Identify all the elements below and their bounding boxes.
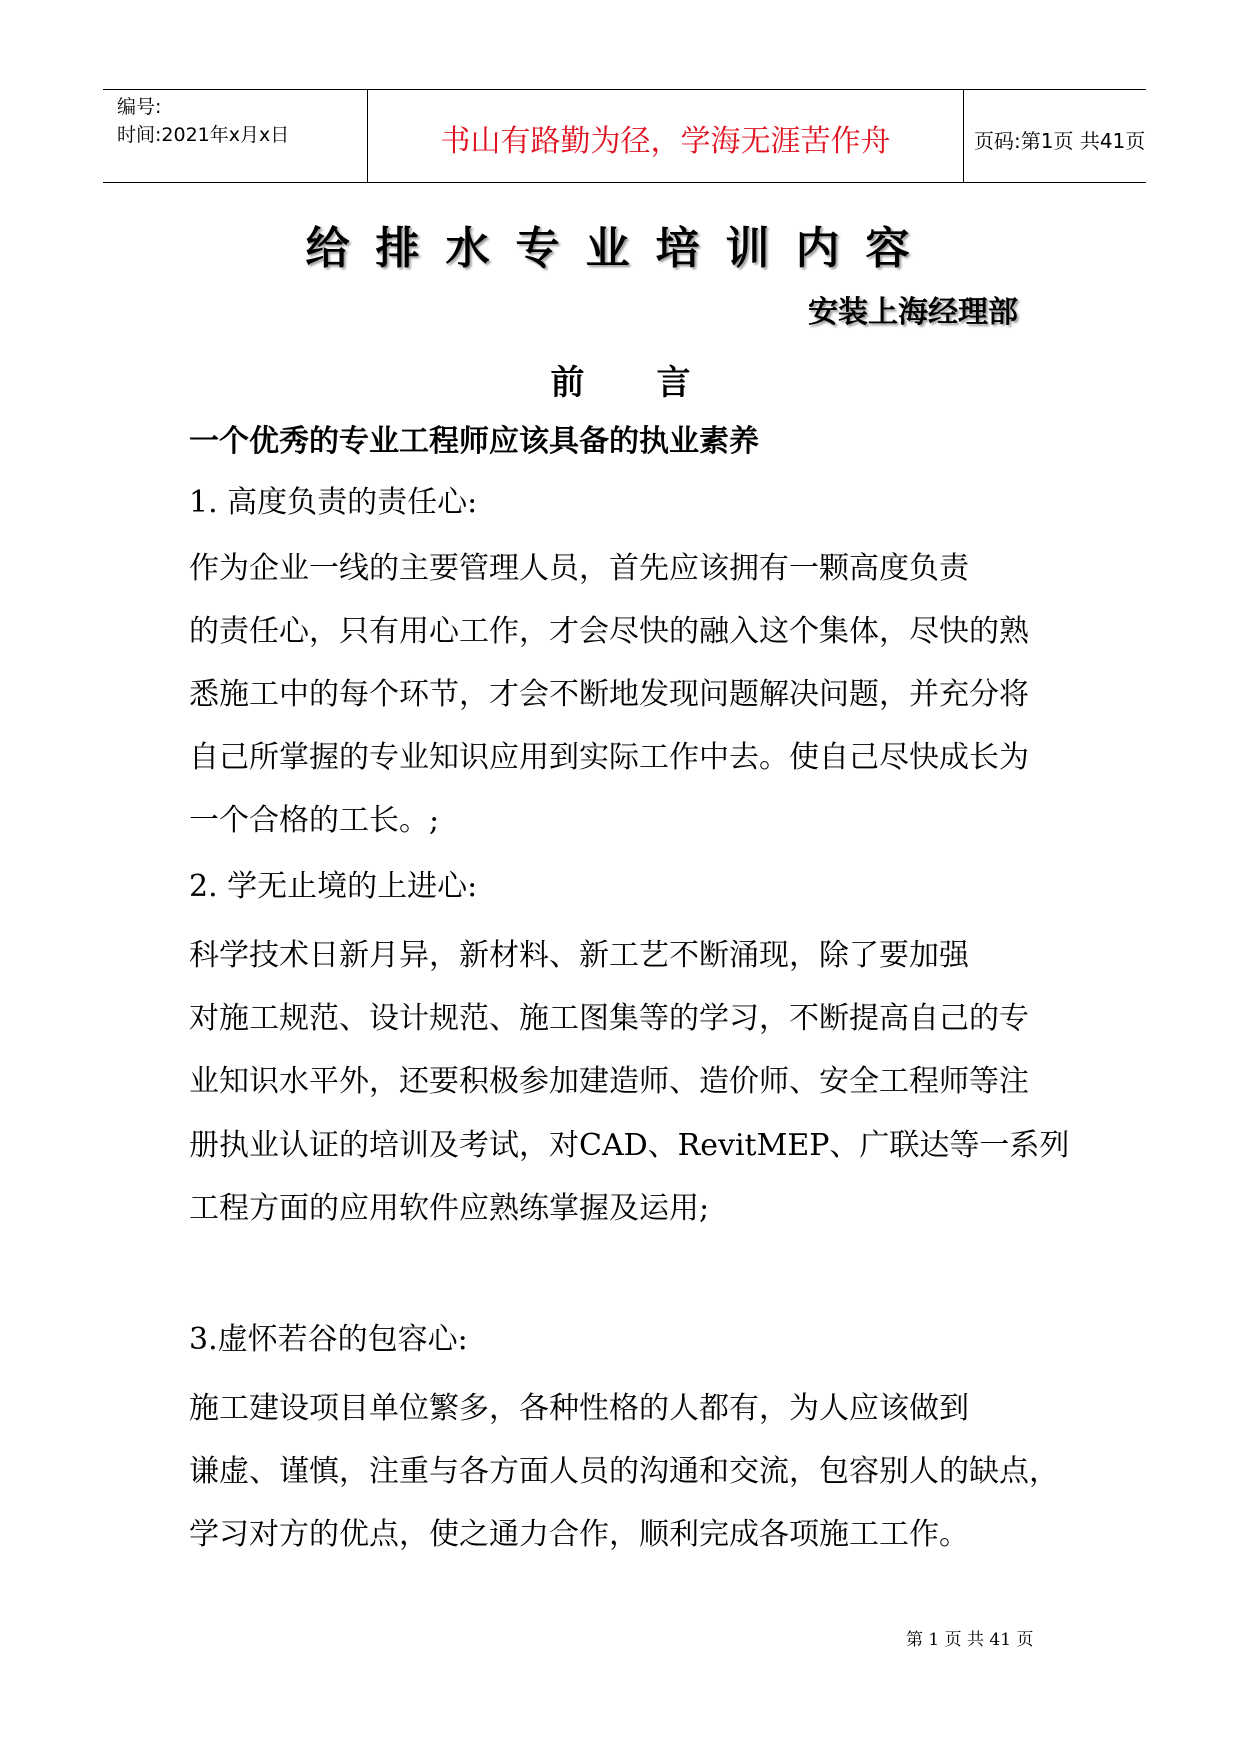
paragraph-line: 悉施工中的每个环节，才会不断地发现问题解决问题，并充分将 xyxy=(189,677,1029,712)
paragraph-line: 科学技术日新月异，新材料、新工艺不断涌现，除了要加强 xyxy=(189,938,969,973)
document-title: 给排水专业培训内容 xyxy=(305,223,936,274)
paragraph-line: 工程方面的应用软件应熟练掌握及运用; xyxy=(189,1191,710,1226)
page-footer: 第 1 页 共 41 页 xyxy=(906,1630,1034,1650)
paragraph-line: 的责任心，只有用心工作，才会尽快的融入这个集体，尽快的熟 xyxy=(189,614,1029,649)
paragraph-line: 对施工规范、设计规范、施工图集等的学习，不断提高自己的专 xyxy=(189,1001,1029,1036)
numbered-heading-3: 3.虚怀若谷的包容心: xyxy=(189,1322,468,1357)
preface-heading: 前言 xyxy=(550,363,763,403)
header-info-cell xyxy=(103,90,367,182)
section-heading: 一个优秀的专业工程师应该具备的执业素养 xyxy=(189,424,759,459)
paragraph-line: 自己所掌握的专业知识应用到实际工作中去。使自己尽快成长为 xyxy=(189,740,1029,775)
paragraph-line: 一个合格的工长。; xyxy=(189,803,440,838)
paragraph-line: 学习对方的优点，使之通力合作，顺利完成各项施工工作。 xyxy=(189,1517,969,1552)
numbered-heading-1: 1. 高度负责的责任心: xyxy=(189,485,478,520)
department-name: 安装上海经理部 xyxy=(808,295,1018,330)
header-page-cell xyxy=(964,90,1146,182)
motto-text: 书山有路勤为径，学海无涯苦作舟 xyxy=(440,124,891,159)
paragraph-line: 谦虚、谨慎，注重与各方面人员的沟通和交流，包容别人的缺点， xyxy=(189,1454,1059,1489)
paragraph-line: 施工建设项目单位繁多，各种性格的人都有，为人应该做到 xyxy=(189,1391,969,1426)
numbered-heading-2: 2. 学无止境的上进心: xyxy=(189,869,478,904)
page-number-label: 页码:第1页 共41页 xyxy=(974,129,1146,153)
header-table xyxy=(103,89,1146,183)
document-time-label: 时间:2021年x月x日 xyxy=(117,124,290,146)
document-number-label: 编号: xyxy=(117,96,162,118)
header-motto-cell xyxy=(367,90,964,182)
paragraph-line: 作为企业一线的主要管理人员，首先应该拥有一颗高度负责 xyxy=(189,551,969,586)
paragraph-line: 业知识水平外，还要积极参加建造师、造价师、安全工程师等注 xyxy=(189,1064,1029,1099)
paragraph-line: 册执业认证的培训及考试，对CAD、RevitMEP、广联达等一系列 xyxy=(189,1128,1070,1163)
